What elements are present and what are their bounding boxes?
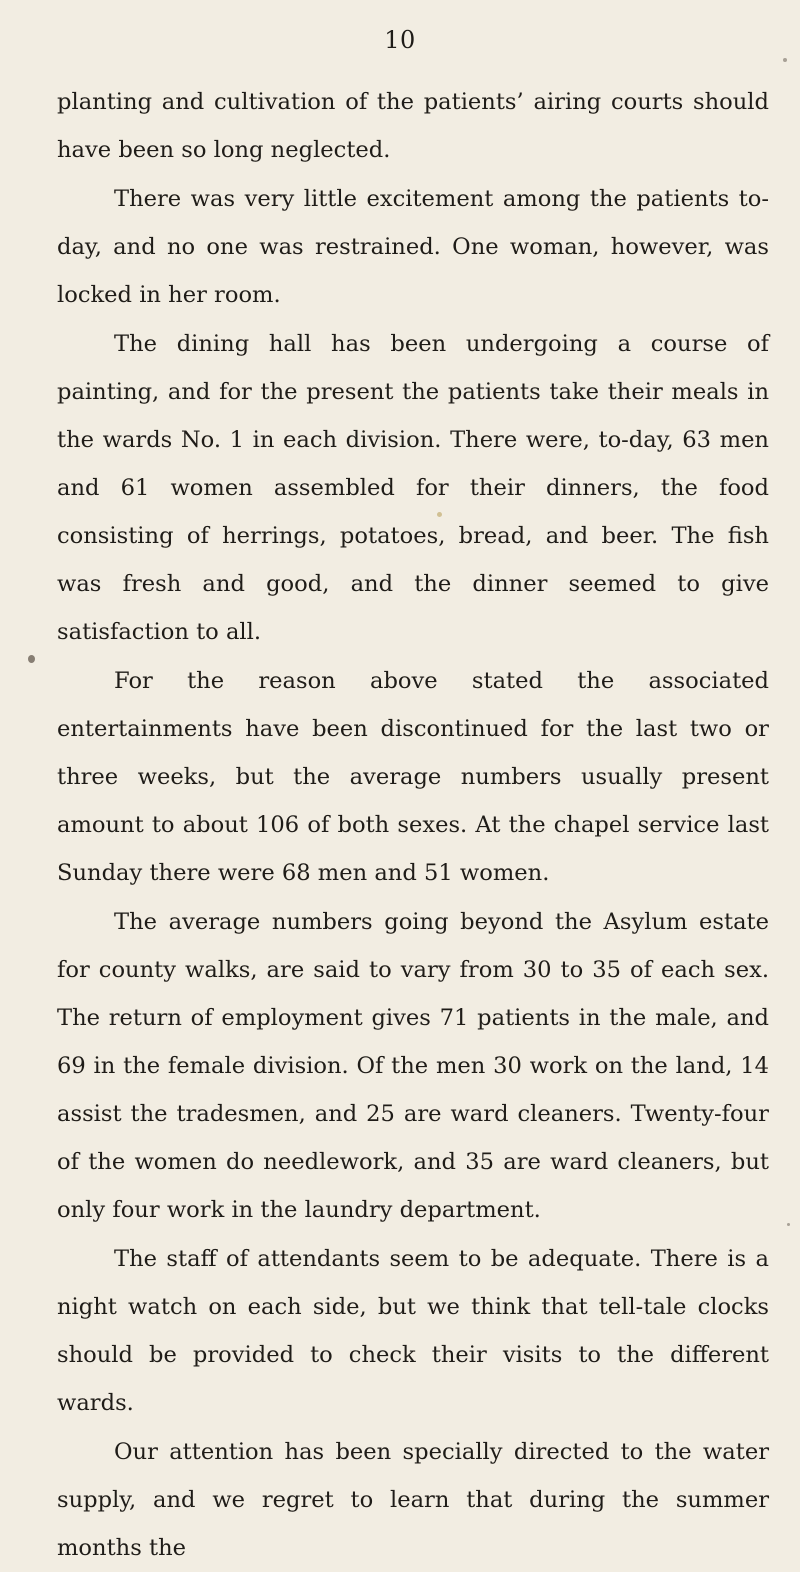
print-speck: [437, 512, 442, 517]
paragraph-5: The average numbers going beyond the Asylum estate for county walks, are said to vary from 30 to 35 of each sex. The return of employment gives 71 patients in the male, and 69 in the female division. Of the men 30 work on the land, 14 assist the tradesmen, and 25 are ward cleaners. Twenty-four of the women do needlework, and 35 are ward cleaners, but only four work in the laundry department.: [57, 909, 769, 1223]
paragraph-6: The staff of attendants seem to be adequate. There is a night watch on each side, but we think that tell-tale clocks should be provided to check their visits to the different wards.: [57, 1246, 769, 1416]
paragraph-3: The dining hall has been undergoing a course of painting, and for the present the patients take their meals in the wards No. 1 in each division. There were, to-day, 63 men and 61 women assembled for their dinners, the food consisting of herrings, potatoes, bread, and beer. The fish was fresh and good, and the dinner seemed to give satisfaction to all.: [57, 331, 769, 645]
paragraph-1: planting and cultivation of the patients’ airing courts should have been so long neglected.: [57, 89, 769, 163]
print-speck: [28, 655, 35, 663]
print-speck: [783, 58, 787, 62]
body-text: [57, 78, 769, 1572]
paragraph-2: There was very little excitement among the patients to-day, and no one was restrained. One woman, however, was locked in her room.: [57, 186, 769, 308]
paragraph-7: Our attention has been specially directed to the water supply, and we regret to learn that during the summer months the: [57, 1439, 769, 1561]
print-speck: [787, 1223, 790, 1226]
paragraph-4: For the reason above stated the associated entertainments have been discontinued for the last two or three weeks, but the average numbers usually present amount to about 106 of both sexes. At the chapel service last Sunday there were 68 men and 51 women.: [57, 668, 769, 886]
page-number: 10: [384, 26, 416, 54]
